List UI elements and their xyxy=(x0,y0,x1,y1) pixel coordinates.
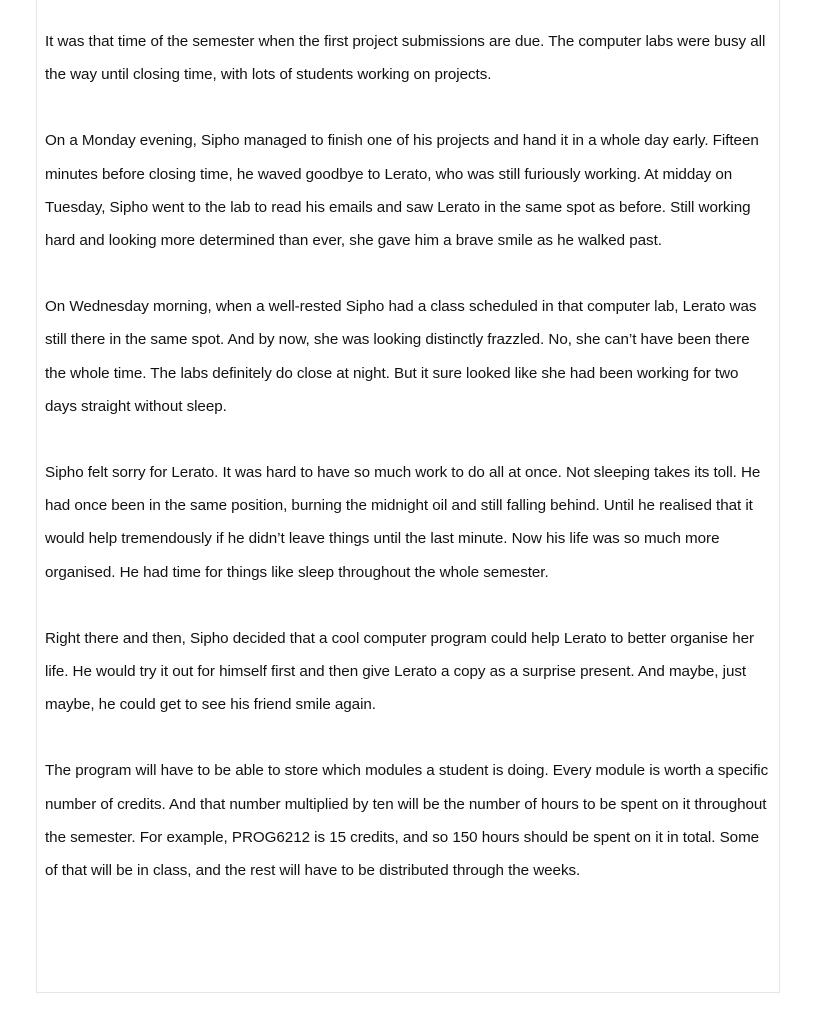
document-page xyxy=(36,0,780,993)
paragraph-1: It was that time of the semester when the first project submissions are due. The computer labs were busy all the way until closing time, with lots of students working on projects. xyxy=(45,33,766,84)
paragraph-3: On Wednesday morning, when a well-rested Sipho had a class scheduled in that computer lab, Lerato was still there in the same spot. And by now, she was looking distinctly frazzled. No, she can’t have been there the whole time. The labs definitely do close at night. But it sure looked like she had been working for two days straight without sleep. xyxy=(45,298,757,415)
paragraph-2: On a Monday evening, Sipho managed to finish one of his projects and hand it in a whole day early. Fifteen minutes before closing time, he waved goodbye to Lerato, who was still furiously working. At midday on Tuesday, Sipho went to the lab to read his emails and saw Lerato in the same spot as before. Still working hard and looking more determined than ever, she gave him a brave smile as he walked past. xyxy=(45,132,759,250)
document-body xyxy=(45,25,773,920)
paragraph-6: The program will have to be able to store which modules a student is doing. Every module is worth a specific number of credits. And that number multiplied by ten will be the number of hours to be spent on it throughout the semester. For example, PROG6212 is 15 credits, and so 150 hours should be spent on it in total. Some of that will be in class, and the rest will have to be distributed through the weeks. xyxy=(45,762,769,880)
paragraph-5: Right there and then, Sipho decided that a cool computer program could help Lerato to better organise her life. He would try it out for himself first and then give Lerato a copy as a surprise present. And maybe, just maybe, he could get to see his friend smile again. xyxy=(45,629,755,714)
paragraph-4: Sipho felt sorry for Lerato. It was hard to have so much work to do all at once. Not sleeping takes its toll. He had once been in the same position, burning the midnight oil and still falling behind. Until he realised that it would help tremendously if he didn’t leave things until the last minute. Now his life was so much more organised. He had time for things like sleep throughout the whole semester. xyxy=(45,464,761,581)
